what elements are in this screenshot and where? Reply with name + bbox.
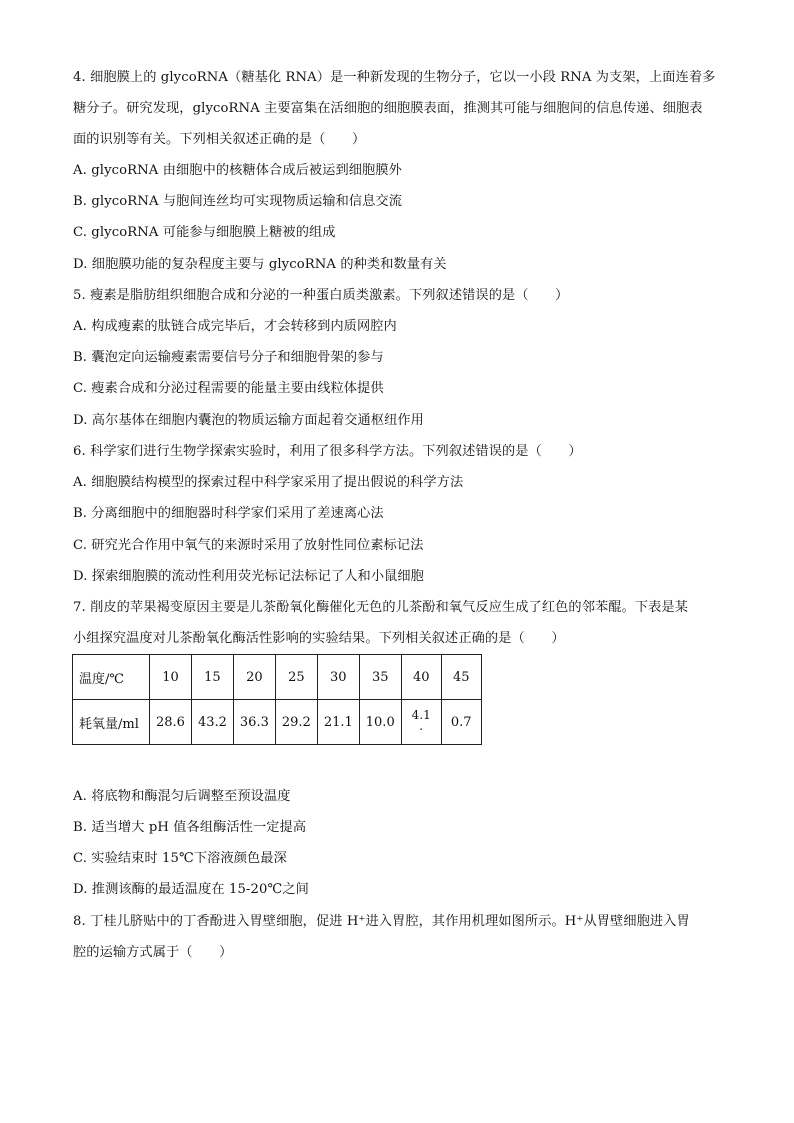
q7-option-a: A. 将底物和酶混匀后调整至预设温度 [73, 789, 291, 804]
table-cell: 35 [359, 655, 401, 700]
table-cell: 40 [401, 655, 441, 700]
q8-stem-line-1: 8. 丁桂儿脐贴中的丁香酚进入胃壁细胞，促进 H⁺进入胃腔，其作用机理如图所示。H⁺从胃壁细胞进入胃 [73, 914, 690, 929]
table-cell: 21.1 [317, 700, 359, 745]
table-cell-wrapped-value: 4.1 . [411, 708, 431, 733]
q8-stem-line-2: 腔的运输方式属于（ ） [73, 945, 233, 960]
q4-stem-line-3: 面的识别等有关。下列相关叙述正确的是（ ） [73, 132, 366, 147]
q6-option-b: B. 分离细胞中的细胞器时科学家们采用了差速离心法 [73, 506, 384, 521]
table-cell: 30 [317, 655, 359, 700]
q4-stem-line-2: 糖分子。研究发现，glycoRNA 主要富集在活细胞的细胞膜表面，推测其可能与细胞间的信息传递、细胞表 [73, 101, 703, 116]
q6-stem: 6. 科学家们进行生物学探索实验时，利用了很多科学方法。下列叙述错误的是（ ） [73, 444, 582, 459]
table-cell: 29.2 [275, 700, 317, 745]
q6-option-a: A. 细胞膜结构模型的探索过程中科学家采用了提出假说的科学方法 [73, 475, 464, 490]
table-cell: 0.7 [441, 700, 481, 745]
q6-option-c: C. 研究光合作用中氧气的来源时采用了放射性同位素标记法 [73, 538, 424, 553]
experiment-table [72, 654, 482, 745]
table-cell: 25 [275, 655, 317, 700]
q5-option-b: B. 囊泡定向运输瘦素需要信号分子和细胞骨架的参与 [73, 350, 384, 365]
q7-stem-line-2: 小组探究温度对儿茶酚氧化酶活性影响的实验结果。下列相关叙述正确的是（ ） [73, 631, 565, 646]
table-cell: 20 [233, 655, 275, 700]
table-cell: 45 [441, 655, 481, 700]
table-cell: 15 [191, 655, 233, 700]
table-cell [401, 700, 441, 745]
table-cell: 10.0 [359, 700, 401, 745]
table-cell: 28.6 [150, 700, 192, 745]
q4-option-c: C. glycoRNA 可能参与细胞膜上糖被的组成 [73, 225, 336, 240]
q5-option-a: A. 构成瘦素的肽链合成完毕后，才会转移到内质网腔内 [73, 319, 397, 334]
q7-option-c: C. 实验结束时 15℃下溶液颜色最深 [73, 851, 287, 866]
table-cell: 36.3 [233, 700, 275, 745]
q5-stem: 5. 瘦素是脂肪组织细胞合成和分泌的一种蛋白质类激素。下列叙述错误的是（ ） [73, 288, 569, 303]
q7-option-b: B. 适当增大 pH 值各组酶活性一定提高 [73, 820, 307, 835]
q7-stem-line-1: 7. 削皮的苹果褐变原因主要是儿茶酚氧化酶催化无色的儿茶酚和氧气反应生成了红色的邻苯醌。下表是某 [73, 600, 689, 615]
table-row [73, 700, 482, 745]
q5-option-d: D. 高尔基体在细胞内囊泡的物质运输方面起着交通枢纽作用 [73, 413, 424, 428]
table-row [73, 655, 482, 700]
q6-option-d: D. 探索细胞膜的流动性利用荧光标记法标记了人和小鼠细胞 [73, 569, 424, 584]
table-header-oxygen: 耗氧量/ml [73, 700, 150, 745]
table-cell: 43.2 [191, 700, 233, 745]
q5-option-c: C. 瘦素合成和分泌过程需要的能量主要由线粒体提供 [73, 381, 384, 396]
q4-option-a: A. glycoRNA 由细胞中的核糖体合成后被运到细胞膜外 [73, 163, 402, 178]
q4-stem-line-1: 4. 细胞膜上的 glycoRNA（糖基化 RNA）是一种新发现的生物分子，它以一小段 RNA 为支架，上面连着多 [73, 70, 716, 85]
q4-option-d: D. 细胞膜功能的复杂程度主要与 glycoRNA 的种类和数量有关 [73, 257, 447, 272]
q7-option-d: D. 推测该酶的最适温度在 15-20℃之间 [73, 882, 309, 897]
q4-option-b: B. glycoRNA 与胞间连丝均可实现物质运输和信息交流 [73, 194, 403, 209]
table-cell: 10 [150, 655, 192, 700]
table-header-temperature: 温度/℃ [73, 655, 150, 700]
